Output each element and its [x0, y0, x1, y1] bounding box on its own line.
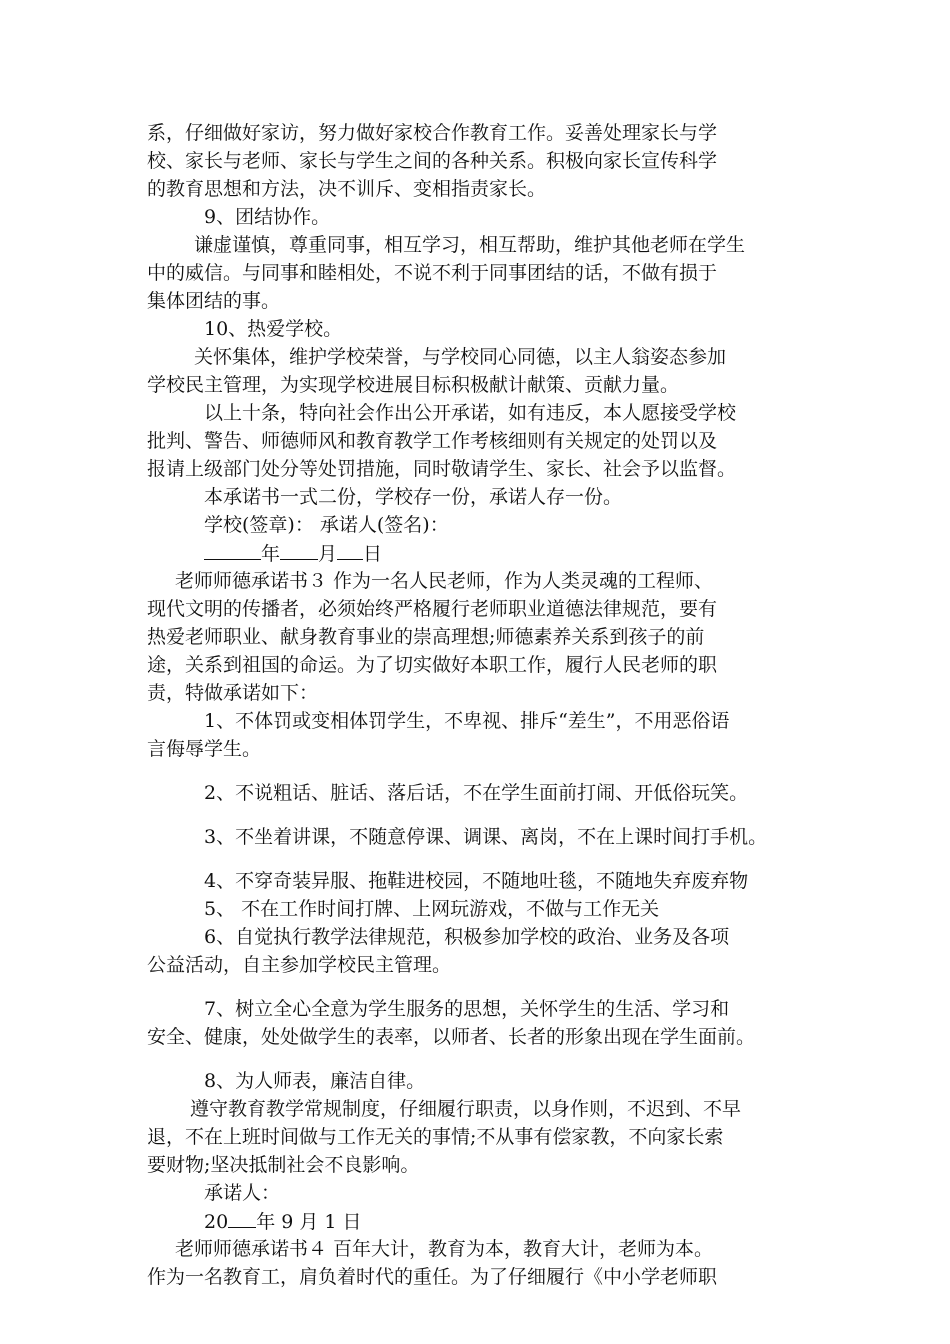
- item-heading: 9、团结协作。: [204, 206, 331, 228]
- paragraph-line: 谦虚谨慎，尊重同事，相互学习，相互帮助，维护其他老师在学生: [194, 234, 746, 256]
- signature-line: 学校(签章)： 承诺人(签名)：: [204, 514, 449, 536]
- paragraph-line: 现代文明的传播者，必须始终严格履行老师职业道德法律规范，要有: [147, 598, 718, 620]
- year-prefix: 20: [204, 1211, 229, 1233]
- date-blank: [228, 1208, 256, 1228]
- date-line: [204, 1208, 362, 1234]
- paragraph-line: 关怀集体，维护学校荣誉，与学校同心同德，以主人翁姿态参加: [194, 346, 727, 368]
- paragraph-line: 以上十条，特向社会作出公开承诺，如有违反，本人愿接受学校: [204, 402, 737, 424]
- date-blank: [280, 540, 318, 560]
- paragraph-line: 学校民主管理，为实现学校进展目标积极献计献策、贡献力量。: [147, 374, 680, 396]
- date-blank: [337, 540, 363, 560]
- date-line: [204, 540, 382, 566]
- paragraph-line: 系，仔细做好家访，努力做好家校合作教育工作。妥善处理家长与学: [147, 122, 718, 144]
- year-label: 年: [261, 543, 281, 565]
- paragraph-line: 要财物;坚决抵制社会不良影响。: [147, 1154, 420, 1176]
- list-item: 1、不体罚或变相体罚学生，不卑视、排斥“差生”，不用恶俗语: [204, 710, 730, 732]
- list-item: 6、自觉执行教学法律规范，积极参加学校的政治、业务及各项: [204, 926, 730, 948]
- date-text: 年 9 月 1 日: [256, 1211, 362, 1233]
- list-item: 2、不说粗话、脏话、落后话，不在学生面前打闹、开低俗玩笑。: [204, 782, 749, 804]
- list-item: 3、不坐着讲课，不随意停课、调课、离岗，不在上课时间打手机。: [204, 826, 768, 848]
- section-heading: 老师师德承诺书３ 作为一名人民老师，作为人类灵魂的工程师、: [175, 570, 714, 592]
- month-label: 月: [318, 543, 338, 565]
- paragraph-line: 校、家长与老师、家长与学生之间的各种关系。积极向家长宣传科学: [147, 150, 718, 172]
- paragraph-line: 公益活动，自主参加学校民主管理。: [147, 954, 452, 976]
- section-heading: 老师师德承诺书４ 百年大计，教育为本，教育大计，老师为本。: [175, 1238, 714, 1260]
- paragraph-line: 途，关系到祖国的命运。为了切实做好本职工作，履行人民老师的职: [147, 654, 718, 676]
- paragraph-line: 本承诺书一式二份，学校存一份，承诺人存一份。: [204, 486, 623, 508]
- list-item: 5、 不在工作时间打牌、上网玩游戏，不做与工作无关: [204, 898, 660, 920]
- paragraph-line: 言侮辱学生。: [147, 738, 262, 760]
- paragraph-line: 热爱老师职业、献身教育事业的崇高理想;师德素养关系到孩子的前: [147, 626, 705, 648]
- list-item: 8、为人师表，廉洁自律。: [204, 1070, 426, 1092]
- signature-line: 承诺人：: [204, 1182, 281, 1204]
- paragraph-line: 报请上级部门处分等处罚措施，同时敬请学生、家长、社会予以监督。: [147, 458, 737, 480]
- paragraph-line: 退，不在上班时间做与工作无关的事情;不从事有偿家教，不向家长索: [147, 1126, 724, 1148]
- paragraph-line: 的教育思想和方法，决不训斥、变相指责家长。: [147, 178, 547, 200]
- paragraph-line: 责，特做承诺如下：: [147, 682, 319, 704]
- paragraph-line: 作为一名教育工，肩负着时代的重任。为了仔细履行《中小学老师职: [147, 1266, 718, 1288]
- list-item: 4、不穿奇装异服、拖鞋进校园，不随地吐毯，不随地失弃废弃物: [204, 870, 749, 892]
- list-item: 7、树立全心全意为学生服务的思想，关怀学生的生活、学习和: [204, 998, 730, 1020]
- paragraph-line: 安全、健康，处处做学生的表率，以师者、长者的形象出现在学生面前。: [147, 1026, 756, 1048]
- paragraph-line: 批判、警告、师德师风和教育教学工作考核细则有关规定的处罚以及: [147, 430, 718, 452]
- paragraph-line: 中的威信。与同事和睦相处，不说不利于同事团结的话，不做有损于: [147, 262, 718, 284]
- day-label: 日: [363, 543, 383, 565]
- item-heading: 10、热爱学校。: [204, 318, 343, 340]
- paragraph-line: 集体团结的事。: [147, 290, 281, 312]
- date-blank: [204, 540, 261, 560]
- paragraph-line: 遵守教育教学常规制度，仔细履行职责，以身作则，不迟到、不早: [190, 1098, 742, 1120]
